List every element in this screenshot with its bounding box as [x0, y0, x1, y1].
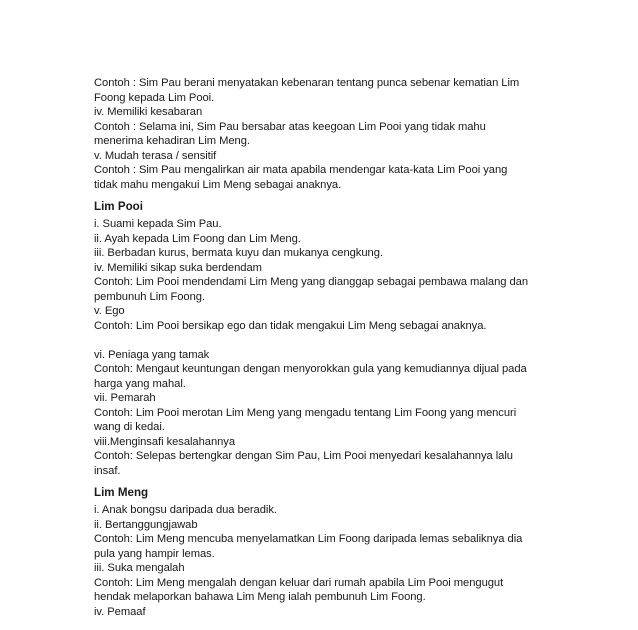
list-item: iv. Pemaaf — [94, 605, 146, 618]
text-line: Contoh: Lim Meng mengalah dengan keluar dari rumah apabila Lim Pooi mengugut — [94, 576, 504, 589]
text-line: harga yang mahal. — [94, 377, 186, 390]
text-line: Contoh: Lim Meng mencuba menyelamatkan Lim Foong daripada lemas sebaliknya dia — [94, 533, 523, 545]
list-item: iii. Berbadan kurus, bermata kuyu dan mukanya cengkung. — [94, 247, 383, 259]
document-page — [94, 76, 564, 619]
text-line: hendak melaporkan bahawa Lim Meng ialah pembunuh Lim Foong. — [94, 591, 426, 603]
text-line: wang di kedai. — [94, 421, 165, 433]
text-line: Contoh: Lim Pooi merotan Lim Meng yang mengadu tentang Lim Foong yang mencuri — [94, 406, 517, 419]
section-lim-pooi — [94, 200, 564, 478]
list-item: ii. Ayah kepada Lim Foong dan Lim Meng. — [94, 232, 301, 245]
list-item: iii. Suka mengalah — [94, 562, 185, 574]
text-line: Contoh: Lim Pooi mendendami Lim Meng yang dianggap sebagai pembawa malang dan — [94, 276, 528, 288]
text-line: Contoh: Lim Pooi bersikap ego dan tidak mengakui Lim Meng sebagai anaknya. — [94, 319, 487, 332]
text-line: tidak mahu mengakui Lim Meng sebagai anaknya. — [94, 178, 342, 191]
section-lim-meng — [94, 486, 564, 619]
text-line: menerima kehadiran Lim Meng. — [94, 135, 250, 147]
section-heading: Lim Meng — [94, 486, 149, 499]
text-line: Contoh : Sim Pau mengalirkan air mata apabila mendengar kata-kata Lim Pooi yang — [94, 164, 508, 176]
text-line: Contoh: Mengaut keuntungan dengan menyorokkan gula yang kemudiannya dijual pada — [94, 363, 527, 375]
section-sim-pau-continued — [94, 76, 564, 192]
text-line: Foong kepada Lim Pooi. — [94, 91, 215, 104]
text-line: Contoh : Selama ini, Sim Pau bersabar atas keegoan Lim Pooi yang tidak mahu — [94, 120, 486, 133]
text-line: Contoh: Selepas bertengkar dengan Sim Pau, Lim Pooi menyedari kesalahannya lalu — [94, 450, 513, 462]
list-item: i. Suami kepada Sim Pau. — [94, 218, 222, 230]
list-item: vii. Pemarah — [94, 392, 156, 404]
list-item: iv. Memiliki sikap suka berdendam — [94, 261, 262, 274]
section-heading: Lim Pooi — [94, 200, 143, 213]
list-item: v. Ego — [94, 305, 125, 317]
text-line: insaf. — [94, 464, 121, 477]
list-item: v. Mudah terasa / sensitif — [94, 149, 217, 162]
list-item: vi. Peniaga yang tamak — [94, 348, 210, 361]
list-item: viii.Menginsafi kesalahannya — [94, 435, 236, 448]
blank-line — [94, 333, 564, 348]
text-line: pula yang hampir lemas. — [94, 547, 215, 560]
list-item: iv. Memiliki kesabaran — [94, 106, 203, 118]
list-item: ii. Bertanggungjawab — [94, 518, 198, 531]
list-item: i. Anak bongsu daripada dua beradik. — [94, 504, 277, 516]
text-line: pembunuh Lim Foong. — [94, 290, 205, 303]
text-line: Contoh : Sim Pau berani menyatakan kebenaran tentang punca sebenar kematian Lim — [94, 77, 520, 89]
